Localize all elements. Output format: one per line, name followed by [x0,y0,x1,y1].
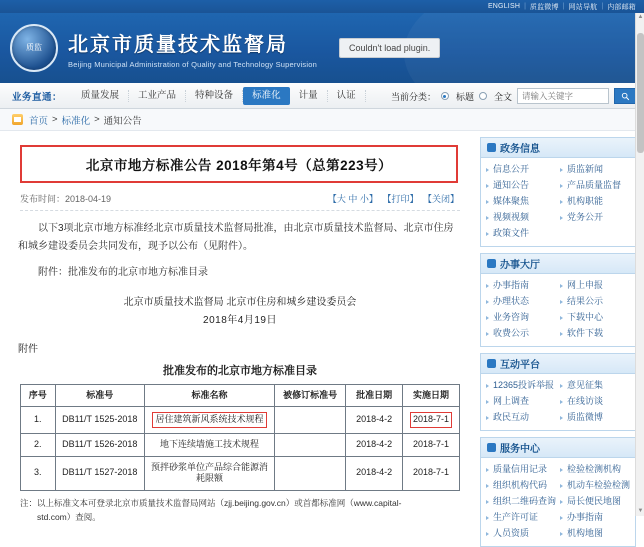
site-title-en: Beijing Municipal Administration of Quality and Technology Supervision [68,59,317,69]
th-approve: 批准日期 [346,384,403,407]
sidebar-item-handling-guide[interactable]: 办事指南 [558,511,632,524]
panel-body [480,273,636,347]
note-line-1: 注：以上标准文本可登录北京市质量技术监督局网站（zjj.beijing.gov.cn）或首都标准网（www.capital- [20,497,402,508]
sidebar-item-guide[interactable]: 办事指南 [484,279,558,292]
radio-title-icon[interactable] [441,92,449,100]
panel-body [480,157,636,247]
document-icon [487,143,496,152]
panel-header [480,437,636,457]
sidebar-item-status[interactable]: 办理状态 [484,295,558,308]
font-size-button[interactable]: 【大 中 小】 [327,194,378,204]
cell-code: DB11/T 1525-2018 [55,407,144,434]
panel-body [480,373,636,431]
th-effect: 实施日期 [403,384,460,407]
th-code: 标准号 [55,384,144,407]
building-icon [487,259,496,268]
panel-header [480,353,636,373]
logo-emblem-icon: 质监 [10,24,58,72]
site-title-cn: 北京市质量技术监督局 [68,33,288,56]
cell-revised [275,407,346,434]
plugin-error-notice: Couldn't load plugin. [339,38,440,58]
sidebar-item-public-interaction[interactable]: 政民互动 [484,411,558,424]
scroll-down-arrow-icon[interactable]: ▼ [637,508,644,514]
note-line-2: std.com）查阅。 [37,511,101,522]
panel-title: 办事大厅 [500,260,540,271]
cell-approve: 2018-4-2 [346,456,403,490]
cell-name: 地下连续墙施工技术规程 [144,433,274,456]
cell-effect-highlight: 2018-7-1 [410,412,452,428]
top-utility-bar [0,0,644,13]
search-icon [621,92,630,101]
cell-effect: 2018-7-1 [403,456,460,490]
service-icon [487,443,496,452]
sidebar-item-production-license[interactable]: 生产许可证 [484,511,558,524]
panel-title: 服务中心 [500,444,540,455]
scrollbar-thumb[interactable] [637,33,644,153]
panel-interaction [480,353,636,431]
article-tools [327,192,460,205]
cell-approve: 2018-4-2 [346,407,403,434]
th-no: 序号 [21,384,56,407]
sidebar-item-software[interactable]: 软件下载 [558,327,632,340]
sidebar-item-info-disclosure[interactable]: 信息公开 [484,163,558,176]
site-header [0,13,644,83]
cell-approve: 2018-4-2 [346,433,403,456]
signature-date: 2018年4月19日 [203,314,277,326]
divider: | [601,3,604,10]
panel-government-info [480,137,636,247]
publish-label: 发布时间： [20,194,66,204]
nav-item-industrial[interactable]: 工业产品 [129,90,186,102]
sidebar-item-policy-docs[interactable]: 政策文件 [484,227,558,240]
panel-header [480,253,636,273]
th-name: 标准名称 [144,384,274,407]
nav-search-area [391,83,636,109]
panel-header [480,137,636,157]
sidebar-item-online-apply[interactable]: 网上申报 [558,279,632,292]
sidebar-item-results[interactable]: 结果公示 [558,295,632,308]
panel-service-hall [480,253,636,347]
sidebar-item-video[interactable]: 视频视频 [484,211,558,224]
cell-name-highlight: 居住建筑新风系统技术规程 [152,412,266,428]
attachment-label: 附件 [18,343,38,355]
close-button[interactable]: 【关闭】 [422,194,459,204]
vertical-scrollbar[interactable] [635,13,644,516]
current-category-label: 当前分类： [390,91,436,102]
sidebar [478,131,644,538]
publish-info [20,192,111,205]
cell-effect [403,407,460,434]
chat-icon [487,359,496,368]
site-titles [68,28,317,69]
cell-revised [275,456,346,490]
cell-no: 2. [21,433,56,456]
topbar-link-english[interactable]: ENGLISH [487,3,521,10]
sidebar-item-personnel-qualification[interactable]: 人员资质 [484,527,558,540]
nav-item-certification[interactable]: 认证 [328,90,366,102]
radio-fulltext-icon[interactable] [479,92,487,100]
radio-fulltext-label[interactable]: 全文 [493,91,512,102]
nav-item-metrology[interactable]: 计量 [290,90,328,102]
cell-revised [275,433,346,456]
th-revised: 被修订标准号 [275,384,346,407]
table-caption: 批准发布的北京市地方标准目录 [163,364,317,377]
cell-code: DB11/T 1527-2018 [55,456,144,490]
panel-title: 互动平台 [500,360,540,371]
nav-item-special-equipment[interactable]: 特种设备 [186,90,243,102]
nav-label: 业务直通： [12,91,63,103]
breadcrumb-home[interactable]: 首页 [29,115,49,127]
table-note [20,497,462,524]
table-row [21,456,460,490]
primary-nav [0,83,644,109]
search-input[interactable] [517,88,609,104]
content-area [0,131,644,538]
panel-service-center [480,437,636,547]
sidebar-item-survey[interactable]: 网上调查 [484,395,558,408]
sidebar-item-notices[interactable]: 通知公告 [484,179,558,192]
sidebar-item-consult[interactable]: 业务咨询 [484,311,558,324]
sidebar-item-interview[interactable]: 在线访谈 [558,395,632,408]
page-title: 北京市地方标准公告 2018年第4号（总第223号） [85,158,393,173]
table-header-row [21,384,460,407]
sidebar-item-fees[interactable]: 收费公示 [484,327,558,340]
sidebar-item-download-center[interactable]: 下载中心 [558,311,632,324]
nav-item-standardization[interactable]: 标准化 [243,87,290,105]
signature-orgs: 北京市质量技术监督局 北京市住房和城乡建设委员会 [123,296,357,308]
topbar-link-mail[interactable]: 内部邮箱 [607,3,636,11]
cell-name: 预拌砂浆单位产品综合能源消耗限额 [144,456,274,490]
radio-title-label[interactable]: 标题 [455,91,474,102]
sidebar-item-party-affairs[interactable]: 党务公开 [558,211,632,224]
article-paragraph-2: 附件：批准发布的北京市地方标准目录 [38,267,208,278]
nav-item-quality[interactable]: 质量发展 [72,90,129,102]
article-column [0,131,478,522]
sidebar-item-testing-orgs[interactable]: 检验检测机构 [558,463,632,476]
publish-date: 2018-04-19 [65,194,112,204]
cell-no: 3. [21,456,56,490]
breadcrumb-sep: > [52,114,58,125]
sidebar-item-org-map[interactable]: 机构地图 [558,527,632,540]
standards-table [20,384,460,491]
sidebar-item-org-code[interactable]: 组织机构代码 [484,479,558,492]
table-row [21,407,460,434]
search-button[interactable] [614,88,636,104]
scroll-up-arrow-icon[interactable]: ▲ [637,14,644,20]
breadcrumb-standardization[interactable]: 标准化 [61,115,91,127]
sidebar-item-convenience-map[interactable]: 局长便民地图 [558,495,632,508]
topbar-link-weibo[interactable]: 质监微博 [529,3,559,11]
sidebar-item-weibo[interactable]: 质监微博 [558,411,632,424]
breadcrumb-current: 通知公告 [103,115,142,127]
breadcrumb-sep: > [94,114,100,125]
sidebar-item-credit-record[interactable]: 质量信用记录 [484,463,558,476]
article-signature [14,294,466,330]
print-button[interactable]: 【打印】 [382,194,419,204]
sidebar-item-suggestions[interactable]: 意见征集 [558,379,632,392]
cell-name [144,407,274,434]
table-row [21,433,460,456]
home-icon[interactable] [12,114,23,125]
panel-body [480,457,636,547]
cell-no: 1. [21,407,56,434]
breadcrumb [0,109,644,131]
divider: | [562,3,565,10]
cell-effect: 2018-7-1 [403,433,460,456]
sidebar-item-media[interactable]: 媒体聚焦 [484,195,558,208]
article-paragraph-1: 以下3项北京市地方标准经北京市质量技术监督局批准，由北京市质量技术监督局、北京市住房和城乡建设委员会共同发布，现予以公布（见附件）。 [18,223,454,252]
cell-code: DB11/T 1526-2018 [55,433,144,456]
sidebar-item-functions[interactable]: 机构职能 [558,195,632,208]
article-title-box [20,145,458,183]
sidebar-item-complaints[interactable]: 12365投诉举报 [484,379,558,392]
panel-title: 政务信息 [500,144,540,155]
topbar-link-sitemap[interactable]: 网站导航 [568,3,598,11]
sidebar-item-vehicle-inspection[interactable]: 机动车检验检测 [558,479,632,492]
sidebar-item-news[interactable]: 质监新闻 [558,163,632,176]
sidebar-item-qrcode-query[interactable]: 组织二维码查询 [484,495,558,508]
divider: | [524,3,526,10]
article-meta [20,192,460,211]
sidebar-item-product-supervision[interactable]: 产品质量监督 [558,179,632,192]
